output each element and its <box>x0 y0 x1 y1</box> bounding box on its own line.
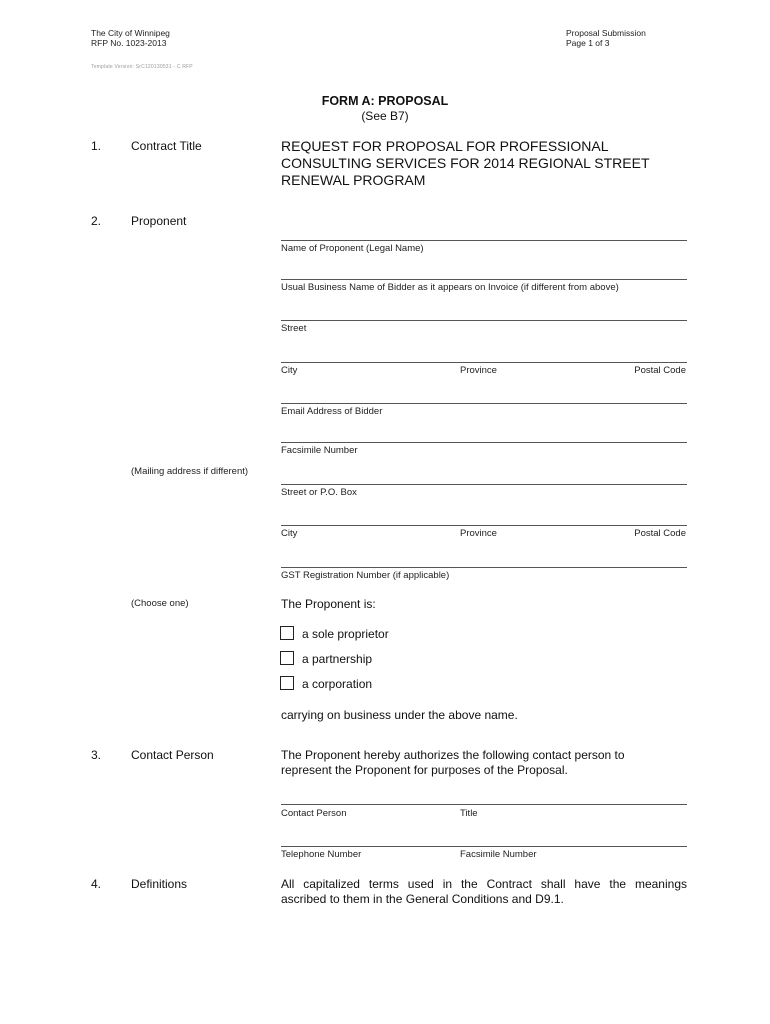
header-right <box>566 28 646 48</box>
proponent-name-field[interactable] <box>281 240 687 241</box>
mailing-postal-code-caption: Postal Code <box>634 528 686 539</box>
telephone-caption: Telephone Number <box>281 849 362 860</box>
city-province-postal-field[interactable] <box>281 362 687 363</box>
corporation-label: a corporation <box>302 677 373 691</box>
proponent-is-label: The Proponent is: <box>281 597 376 611</box>
mailing-address-note: (Mailing address if different) <box>131 466 249 477</box>
form-subtitle: (See B7) <box>361 109 409 123</box>
telephone-fax-field[interactable] <box>281 846 687 847</box>
province-caption: Province <box>460 365 497 376</box>
contact-person-title-field[interactable] <box>281 804 687 805</box>
page-number: Page 1 of 3 <box>566 38 610 48</box>
gst-caption: GST Registration Number (if applicable) <box>281 570 450 581</box>
section4-number: 4. <box>91 877 102 891</box>
email-field[interactable] <box>281 403 687 404</box>
choose-one-note: (Choose one) <box>131 598 189 609</box>
rfp-number: RFP No. 1023-2013 <box>91 38 167 48</box>
mailing-street-field[interactable] <box>281 484 687 485</box>
proponent-name-caption: Name of Proponent (Legal Name) <box>281 243 424 254</box>
street-field[interactable] <box>281 320 687 321</box>
definitions-line: ascribed to them in the General Conditions and D9.1. <box>281 892 564 906</box>
mailing-province-caption: Province <box>460 528 497 539</box>
business-name-field[interactable] <box>281 279 687 280</box>
partnership-checkbox[interactable] <box>280 651 294 665</box>
title-caption: Title <box>460 808 478 819</box>
contract-title-line: CONSULTING SERVICES FOR 2014 REGIONAL STREET <box>281 155 650 171</box>
section1-number: 1. <box>91 139 102 153</box>
mailing-city-province-postal-field[interactable] <box>281 525 687 526</box>
sole-proprietor-label: a sole proprietor <box>302 627 389 641</box>
form-title: FORM A: PROPOSAL <box>321 94 449 108</box>
gst-field[interactable] <box>281 567 687 568</box>
partnership-label: a partnership <box>302 652 373 666</box>
template-version: Template Version: SrC120130531 - C RFP <box>91 64 193 70</box>
contact-authorization-text <box>281 748 625 778</box>
contact-authorization-line: The Proponent hereby authorizes the following contact person to <box>281 748 625 762</box>
mailing-city-caption: City <box>281 528 298 539</box>
section2-number: 2. <box>91 214 102 228</box>
contract-title-line: REQUEST FOR PROPOSAL FOR PROFESSIONAL <box>281 138 609 154</box>
section4-label: Definitions <box>131 877 188 891</box>
section2-label: Proponent <box>131 214 187 228</box>
definitions-line: All capitalized terms used in the Contract shall have the meanings <box>281 877 687 891</box>
email-caption: Email Address of Bidder <box>281 406 383 417</box>
mailing-street-caption: Street or P.O. Box <box>281 487 357 498</box>
fax-field[interactable] <box>281 442 687 443</box>
carrying-on-business-text: carrying on business under the above name. <box>281 708 518 722</box>
contact-fax-caption: Facsimile Number <box>460 849 537 860</box>
contract-title-line: RENEWAL PROGRAM <box>281 172 426 188</box>
contract-title-text <box>281 138 650 189</box>
header-left <box>91 28 170 48</box>
city-name: The City of Winnipeg <box>91 28 170 38</box>
contact-person-caption: Contact Person <box>281 808 347 819</box>
document-section: Proposal Submission <box>566 28 646 38</box>
section1-label: Contract Title <box>131 139 202 153</box>
contact-authorization-line: represent the Proponent for purposes of the Proposal. <box>281 763 568 777</box>
city-caption: City <box>281 365 298 376</box>
fax-caption: Facsimile Number <box>281 445 358 456</box>
section3-label: Contact Person <box>131 748 214 762</box>
business-name-caption: Usual Business Name of Bidder as it appears on Invoice (if different from above) <box>281 282 619 293</box>
postal-code-caption: Postal Code <box>634 365 686 376</box>
sole-proprietor-checkbox[interactable] <box>280 626 294 640</box>
section3-number: 3. <box>91 748 102 762</box>
street-caption: Street <box>281 323 307 334</box>
corporation-checkbox[interactable] <box>280 676 294 690</box>
definitions-text <box>281 877 687 907</box>
